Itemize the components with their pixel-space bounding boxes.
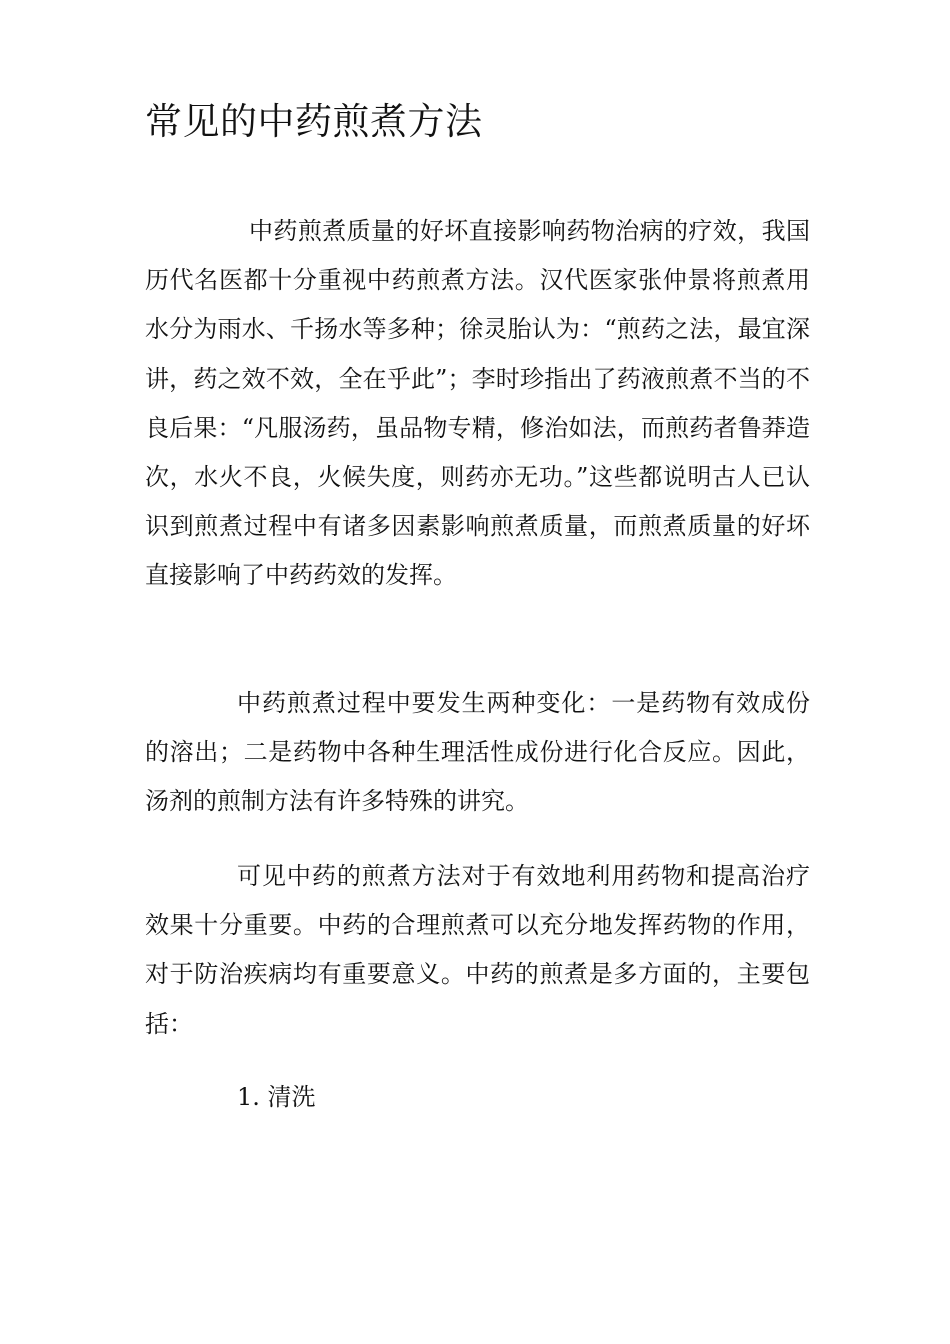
- list-item-washing: 1. 清洗: [237, 1083, 316, 1111]
- paragraph-intro: 中药煎煮质量的好坏直接影响药物治病的疗效，我国历代名医都十分重视中药煎煮方法。汉代医家张仲景将煎煮用水分为雨水、千扬水等多种；徐灵胎认为：“煎药之法，最宜深讲，药之效不效，全在乎此”；李时珍指出了药液煎煮不当的不良后果：“凡服汤药，虽品物专精，修治如法，而煎药者鲁莽造次，水火不良，火候失度，则药亦无功。”这些都说明古人已认识到煎煮过程中有诸多因素影响煎煮质量，而煎煮质量的好坏直接影响了中药药效的发挥。: [145, 217, 810, 590]
- document-title: 常见的中药煎煮方法: [145, 100, 483, 143]
- paragraph-importance: 可见中药的煎煮方法对于有效地利用药物和提高治疗效果十分重要。中药的合理煎煮可以充分地发挥药物的作用，对于防治疾病均有重要意义。中药的煎煮是多方面的，主要包括：: [145, 862, 810, 1038]
- paragraph-changes: 中药煎煮过程中要发生两种变化：一是药物有效成份的溶出；二是药物中各种生理活性成份进行化合反应。因此，汤剂的煎制方法有许多特殊的讲究。: [145, 689, 810, 816]
